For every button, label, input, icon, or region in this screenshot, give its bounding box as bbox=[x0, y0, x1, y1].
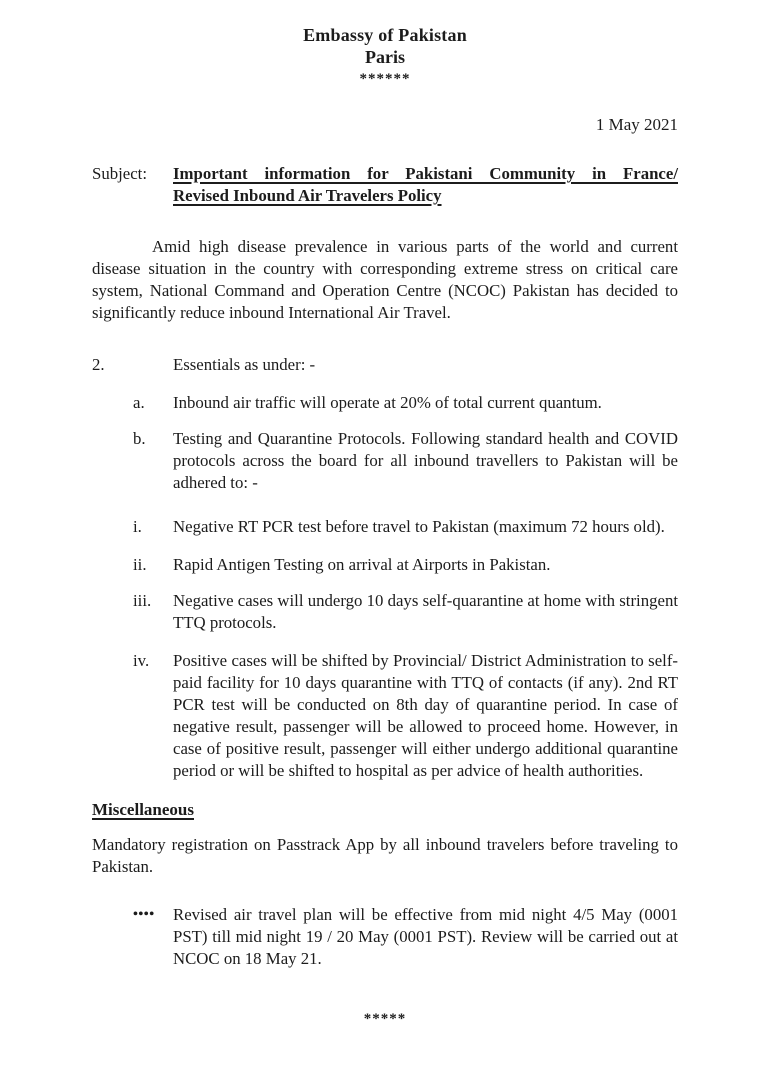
bullet-dots-icon: •••• bbox=[133, 907, 155, 922]
list-item-ii bbox=[133, 554, 678, 576]
organization-city: Paris bbox=[365, 47, 405, 67]
section-2-heading bbox=[92, 354, 678, 376]
subject-label: Subject: bbox=[92, 164, 147, 183]
list-item-a bbox=[133, 392, 678, 414]
list-item-iv bbox=[133, 650, 678, 782]
list-text-ii: Rapid Antigen Testing on arrival at Airports in Pakistan. bbox=[173, 555, 551, 574]
section-2-text: Essentials as under: - bbox=[173, 355, 316, 374]
list-text-a: Inbound air traffic will operate at 20% of total current quantum. bbox=[173, 393, 602, 412]
list-text-iii: Negative cases will undergo 10 days self-quarantine at home with stringent TTQ protocols. bbox=[173, 591, 678, 632]
subject-title bbox=[173, 163, 678, 207]
section-2-number: 2. bbox=[92, 355, 105, 374]
list-item-i bbox=[133, 516, 678, 538]
list-text-iv: Positive cases will be shifted by Provincial/ District Administration to self-paid facility for 10 days quarantine with TTQ of contacts (if any). 2nd RT PCR test will be conducted on 8th day of quarantine period. In case of negative result, passenger will be allowed to proceed home. However, in case of positive result, passenger will either undergo additional quarantine period or will be shifted to hospital as per advice of health authorities. bbox=[173, 651, 678, 780]
list-text-b: Testing and Quarantine Protocols. Following standard health and COVID protocols across the board for all inbound travellers to Pakistan will be adhered to: - bbox=[173, 429, 678, 492]
letterhead bbox=[92, 24, 678, 88]
header-separator-stars: ****** bbox=[359, 71, 411, 87]
document-date: 1 May 2021 bbox=[595, 115, 678, 134]
list-marker-ii: ii. bbox=[133, 555, 147, 574]
subject-block bbox=[92, 163, 678, 207]
organization-name: Embassy of Pakistan bbox=[303, 25, 467, 45]
miscellaneous-heading: Miscellaneous bbox=[92, 800, 194, 819]
footer-separator-stars: ***** bbox=[363, 1011, 407, 1027]
list-item-iii bbox=[133, 590, 678, 634]
list-marker-iv: iv. bbox=[133, 651, 150, 670]
list-marker-iii: iii. bbox=[133, 591, 152, 610]
subject-title-line-1: Important information for Pakistani Community in France/ bbox=[173, 164, 678, 183]
bullet-text: Revised air travel plan will be effective from mid night 4/5 May (0001 PST) till mid night 19 / 20 May (0001 PST). Review will be carried out at NCOC on 18 May 21. bbox=[173, 905, 678, 968]
list-marker-i: i. bbox=[133, 517, 142, 536]
intro-paragraph: Amid high disease prevalence in various parts of the world and current disease situation in the country with corresponding extreme stress on critical care system, National Command and Operation Centre (NCOC) Pakistan has decided to significantly reduce inbound International Air Travel. bbox=[92, 237, 678, 322]
subject-title-line-2: Revised Inbound Air Travelers Policy bbox=[173, 186, 442, 205]
list-marker-b: b. bbox=[133, 429, 146, 448]
bullet-item-travel-plan bbox=[133, 904, 678, 970]
list-item-b bbox=[133, 428, 678, 494]
miscellaneous-paragraph: Mandatory registration on Passtrack App by all inbound travelers before traveling to Pakistan. bbox=[92, 835, 678, 876]
list-text-i: Negative RT PCR test before travel to Pakistan (maximum 72 hours old). bbox=[173, 517, 665, 536]
list-marker-a: a. bbox=[133, 393, 145, 412]
